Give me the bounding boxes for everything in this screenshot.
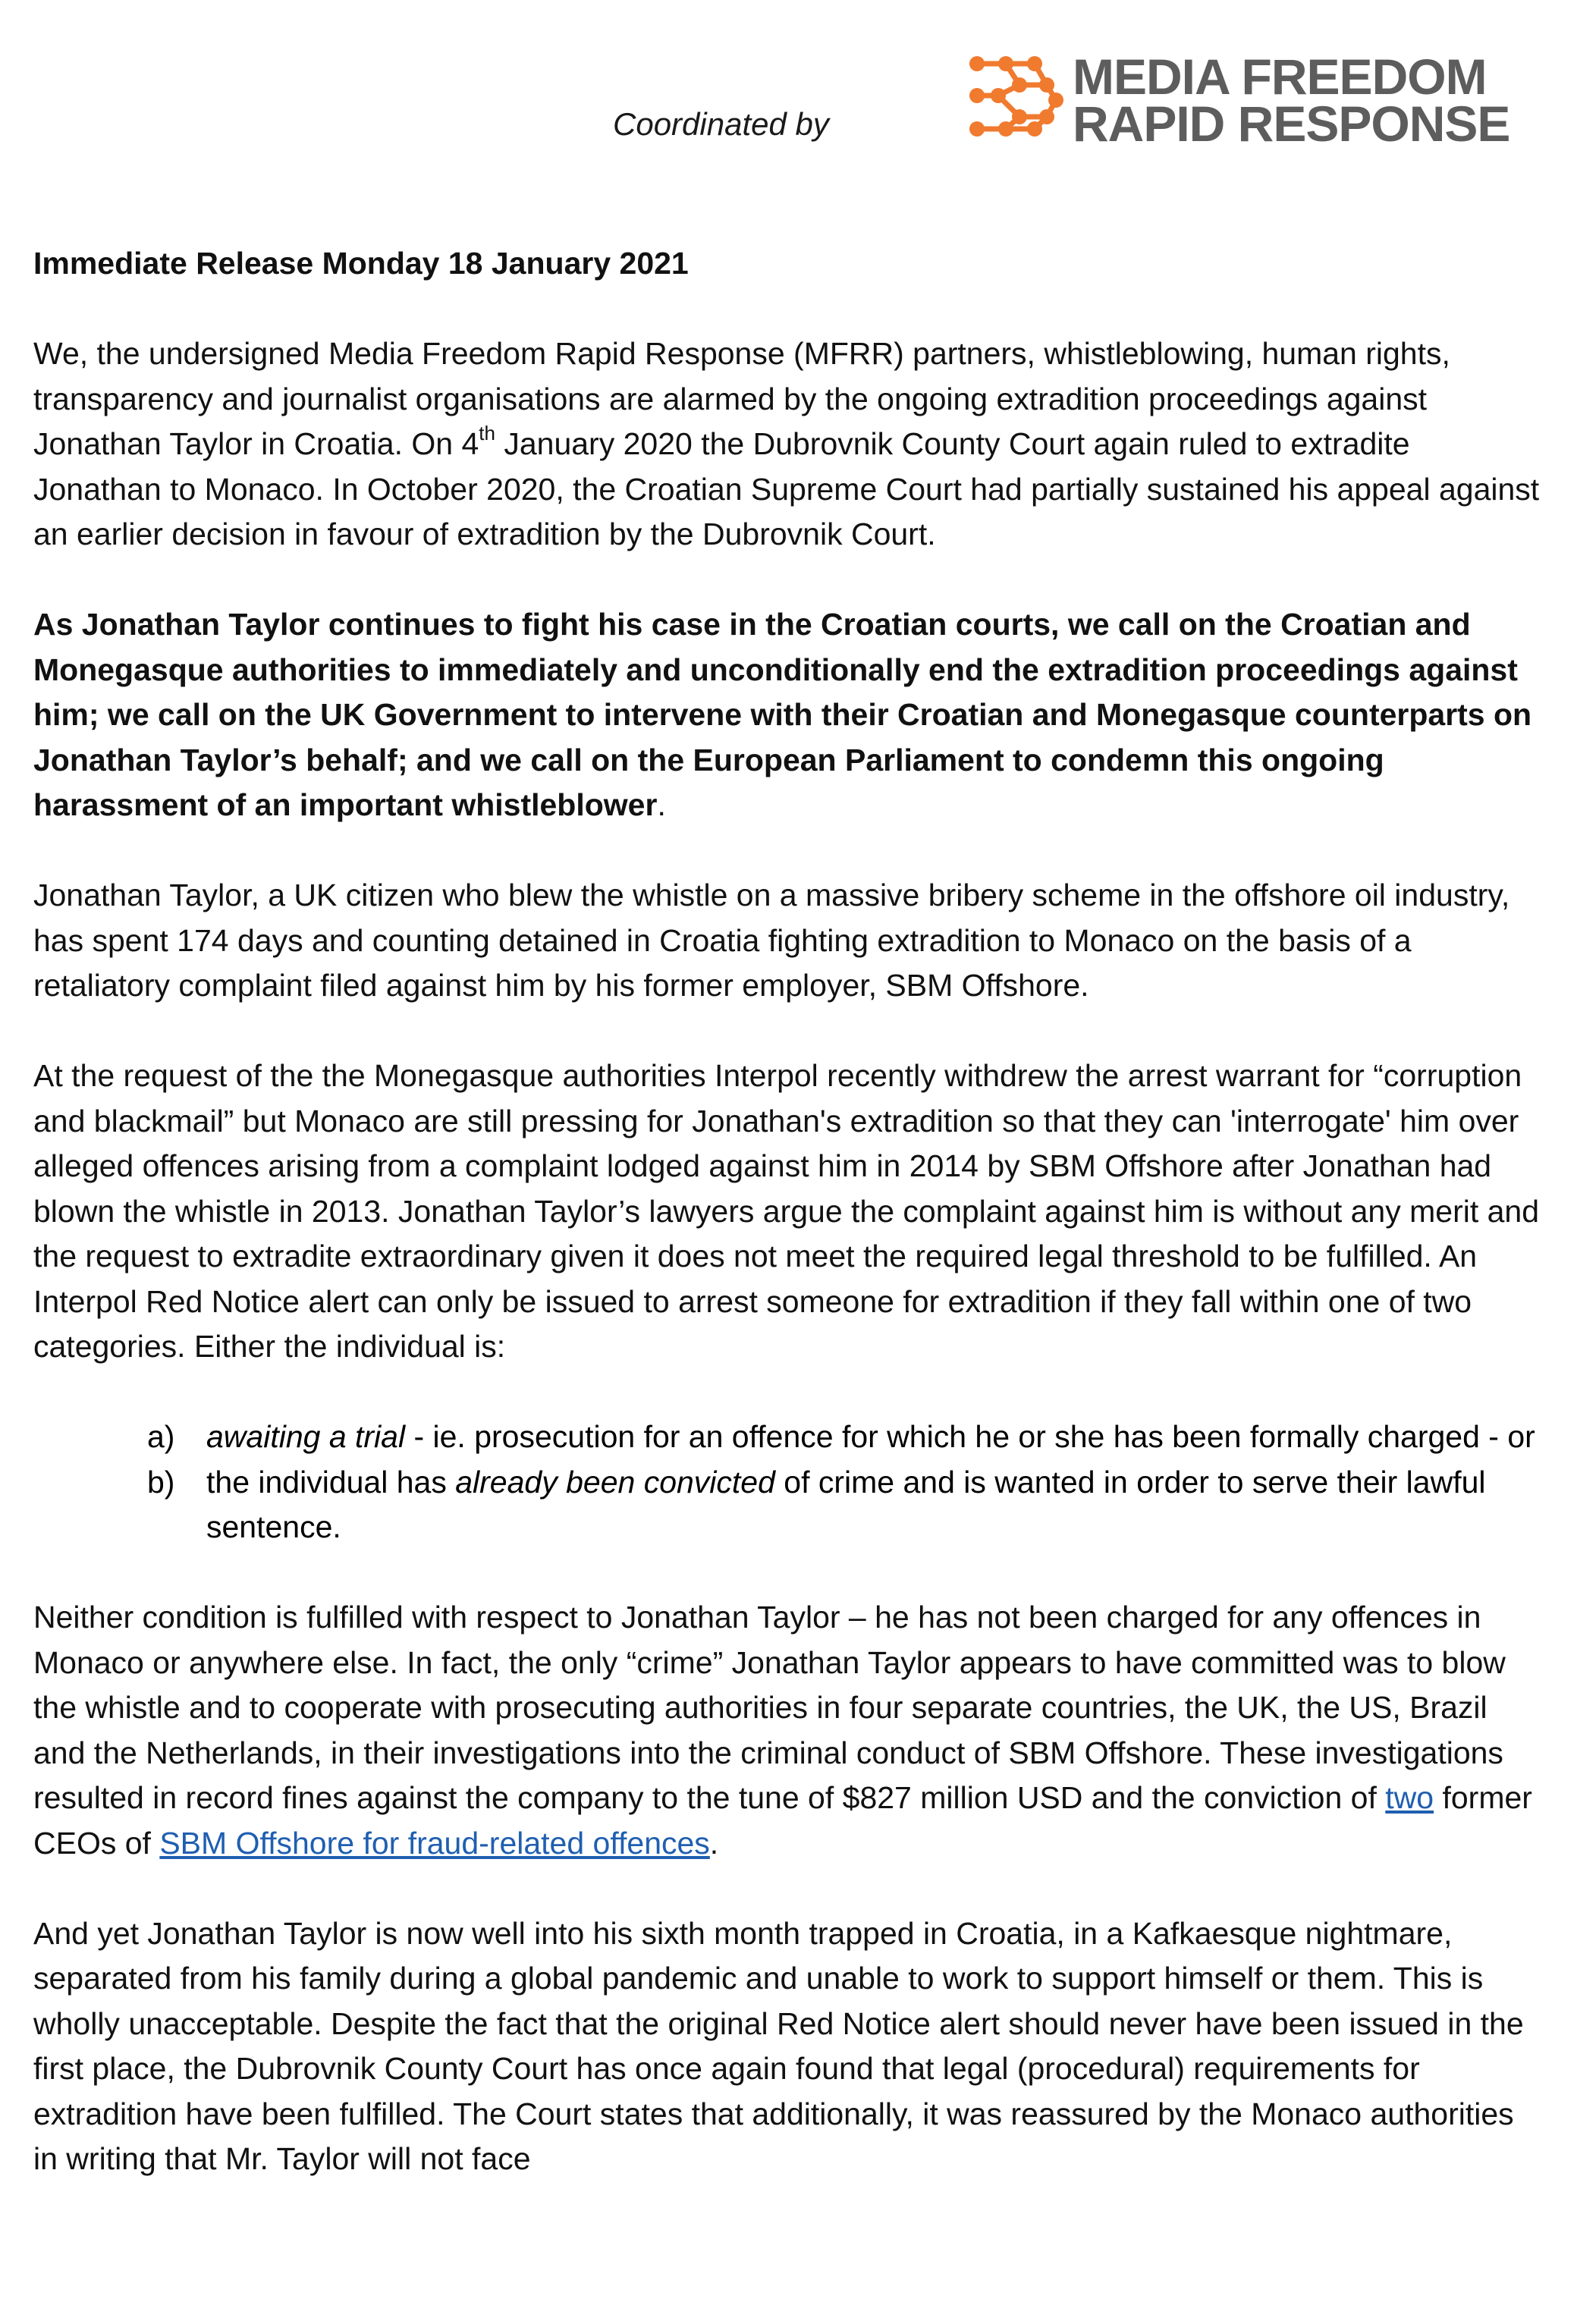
mfrr-logo xyxy=(962,50,1538,156)
list-marker-b: b) xyxy=(147,1464,175,1500)
red-notice-categories-list xyxy=(33,1415,1543,1550)
logo-line-1: MEDIA FREEDOM xyxy=(1073,49,1487,105)
paragraph-conditions xyxy=(33,1595,1543,1866)
logo-line-2: RAPID RESPONSE xyxy=(1073,96,1510,152)
paragraph-intro xyxy=(33,331,1543,557)
network-logo-icon xyxy=(962,50,1068,149)
ordinal-suffix: th xyxy=(479,422,495,445)
paragraph-intro-text-a: We, the undersigned Media Freedom Rapid Response (MFRR) partners, whistleblowing, human rights, transparency and journalist organisations are alarmed by the ongoing extradition proceedings against Jonathan Taylor in Croatia. On 4 xyxy=(33,336,1450,461)
paragraph-interpol: At the request of the the Monegasque authorities Interpol recently withdrew the arrest warrant for “corruption and blackmail” but Monaco are still pressing for Jonathan's extradition so that they can 'interrogate' him over alleged offences arising from a complaint lodged against him in 2014 by SBM Offshore after Jonathan had blown the whistle in 2013. Jonathan Taylor’s lawyers argue the complaint against him is without any merit and the request to extradite extraordinary given it does not meet the required legal threshold to be fulfilled. An Interpol Red Notice alert can only be issued to arrest someone for extradition if they fall within one of two categories. Either the individual is: xyxy=(33,1058,1540,1364)
list-item-a-italic: awaiting a trial xyxy=(206,1419,406,1454)
call-to-action-end: . xyxy=(657,787,666,822)
list-item-b-pre: the individual has xyxy=(206,1464,456,1500)
paragraph-background: Jonathan Taylor, a UK citizen who blew the whistle on a massive bribery scheme in the offshore oil industry, has spent 174 days and counting detained in Croatia fighting extradition to Monaco on the basis of a retaliatory complaint filed against him by his former employer, SBM Offshore. xyxy=(33,878,1510,1003)
coordinated-by-label: Coordinated by xyxy=(613,106,829,142)
link-two[interactable]: two xyxy=(1385,1780,1434,1815)
call-to-action-text: As Jonathan Taylor continues to fight his case in the Croatian courts, we call on the Croatian and Monegasque authorities to immediately and unconditionally end the extradition proceedings against him; we call on the UK Government to intervene with their Croatian and Monegasque counterparts on Jonathan Taylor’s behalf; and we call on the European Parliament to condemn this ongoing harassment of an important whistleblower xyxy=(33,607,1532,822)
paragraph-conditions-text-b: former CEOs of xyxy=(33,1780,1532,1861)
release-body xyxy=(33,241,1543,2182)
list-item xyxy=(33,1460,1543,1550)
list-item-b-text: of crime and is wanted in order to serve their lawful sentence. xyxy=(206,1464,1486,1544)
list-marker-a: a) xyxy=(147,1419,175,1454)
release-date-heading: Immediate Release Monday 18 January 2021 xyxy=(33,246,689,281)
paragraph-sixth-month: And yet Jonathan Taylor is now well into his sixth month trapped in Croatia, in a Kafkaesque nightmare, separated from his family during a global pandemic and unable to work to support himself or them. This is wholly unacceptable. Despite the fact that the original Red Notice alert should never have been issued in the first place, the Dubrovnik County Court has once again found that legal (procedural) requirements for extradition have been fulfilled. The Court states that additionally, it was reassured by the Monaco authorities in writing that Mr. Taylor will not face xyxy=(33,1915,1524,2176)
paragraph-intro-text-b: January 2020 the Dubrovnik County Court again ruled to extradite Jonathan to Monaco. In October 2020, the Croatian Supreme Court had partially sustained his appeal against an earlier decision in favour of extradition by the Dubrovnik Court. xyxy=(33,426,1540,551)
paragraph-call-to-action xyxy=(33,602,1543,828)
link-sbm-offshore-fraud[interactable]: SBM Offshore for fraud-related offences xyxy=(159,1825,710,1861)
list-item xyxy=(33,1415,1543,1460)
paragraph-conditions-text-a: Neither condition is fulfilled with respect to Jonathan Taylor – he has not been charged for any offences in Monaco or anywhere else. In fact, the only “crime” Jonathan Taylor appears to have committed was to blow the whistle and to cooperate with prosecuting authorities in four separate countries, the UK, the US, Brazil and the Netherlands, in their investigations into the criminal conduct of SBM Offshore. These investigations resulted in record fines against the company to the tune of $827 million USD and the conviction of xyxy=(33,1600,1506,1815)
logo-wordmark xyxy=(1073,49,1510,152)
paragraph-conditions-text-c: . xyxy=(709,1825,719,1861)
list-item-b-italic: already been convicted xyxy=(455,1464,775,1500)
list-item-a-text: - ie. prosecution for an offence for which he or she has been formally charged - or xyxy=(405,1419,1535,1454)
